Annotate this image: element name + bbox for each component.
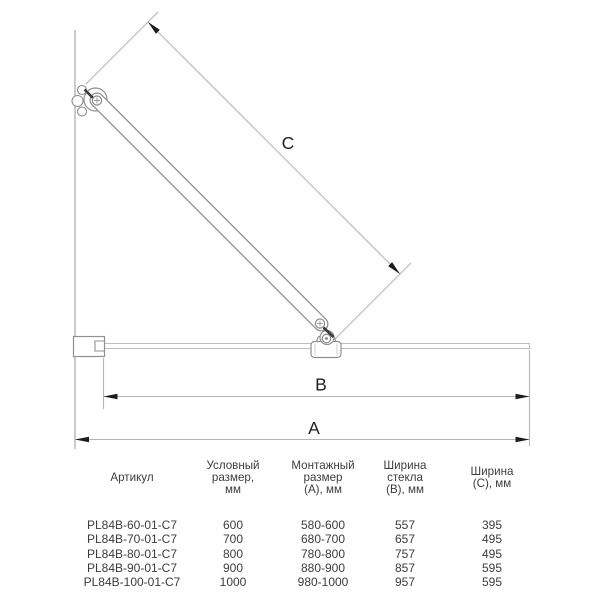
cell-nominal-size: 600 (222, 518, 244, 532)
cell-nominal-size: 1000 (219, 575, 247, 589)
cell-nominal-size: 800 (222, 547, 244, 561)
column-header-glass-width: Ширина стекла (В), мм (383, 458, 427, 497)
cell-article: PL84B-80-01-C7 (86, 547, 178, 561)
cell-glass-width: 657 (394, 532, 416, 546)
cell-width-c: 495 (481, 547, 503, 561)
cell-mounting-size: 780-800 (300, 547, 346, 561)
spec-row-pl84b-60 (0, 518, 600, 532)
cell-article: PL84B-100-01-C7 (83, 575, 181, 589)
cell-nominal-size: 900 (222, 561, 244, 575)
dimension-line-c (148, 22, 400, 274)
column-header-nominal-size: Условный размер, мм (206, 458, 260, 497)
dimension-label-b: B (315, 374, 327, 395)
cell-article: PL84B-70-01-C7 (86, 532, 178, 546)
cell-glass-width: 557 (394, 518, 416, 532)
dimension-label-c: C (281, 133, 295, 153)
cell-mounting-size: 980-1000 (297, 575, 349, 589)
extension-line-c-bottom (333, 263, 411, 341)
screw-top-icon (92, 96, 101, 105)
spec-row-pl84b-70 (0, 532, 600, 546)
cell-mounting-size: 880-900 (300, 561, 346, 575)
cell-article: PL84B-60-01-C7 (86, 518, 178, 532)
screw-bottom-icon (315, 319, 324, 328)
column-header-width-c: Ширина (С), мм (470, 464, 514, 490)
column-header-article: Артикул (110, 470, 154, 484)
spec-row-pl84b-100 (0, 575, 600, 589)
wall-profile (74, 337, 105, 357)
column-header-mounting-size: Монтажный размер (А), мм (291, 458, 355, 497)
cell-mounting-size: 680-700 (300, 532, 346, 546)
cell-width-c: 395 (481, 518, 503, 532)
cell-glass-width: 857 (394, 561, 416, 575)
cell-article: PL84B-90-01-C7 (86, 561, 178, 575)
extension-line-c-top (86, 12, 158, 84)
cell-glass-width: 957 (394, 575, 416, 589)
cell-mounting-size: 580-600 (300, 518, 346, 532)
table-header-row (0, 457, 600, 499)
dimension-label-a: A (308, 418, 320, 438)
cell-width-c: 595 (481, 575, 503, 589)
cell-width-c: 495 (481, 532, 503, 546)
cell-nominal-size: 700 (222, 532, 244, 546)
spec-row-pl84b-80 (0, 547, 600, 561)
cell-width-c: 595 (481, 561, 503, 575)
spec-row-pl84b-90 (0, 561, 600, 575)
cell-glass-width: 757 (394, 547, 416, 561)
